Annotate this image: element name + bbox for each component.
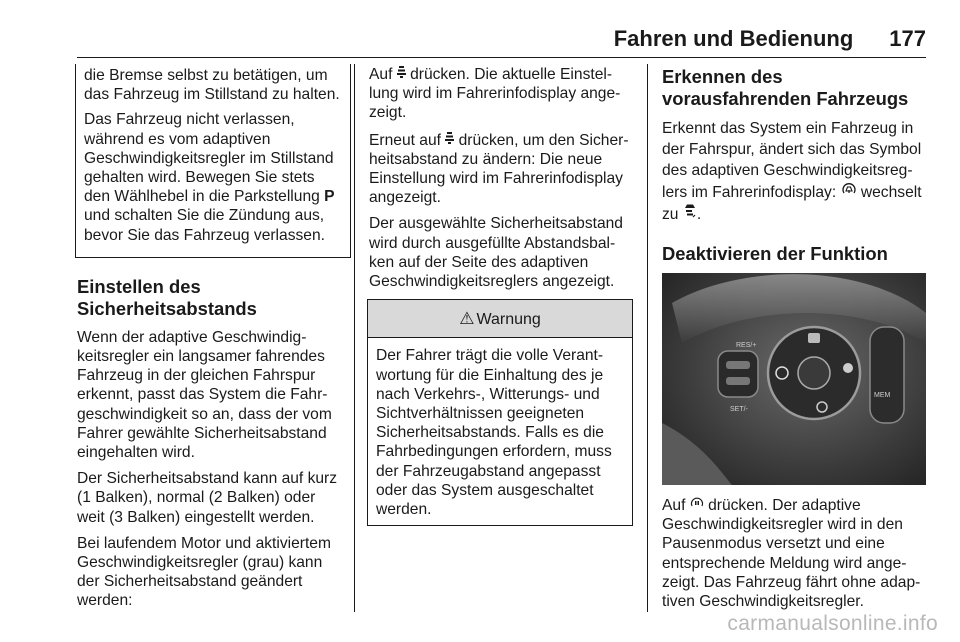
text: Auf: [369, 66, 397, 83]
paragraph: Der ausgewählte Sicherheitsabstand wird durch ausgefüllte Abstandsbalken auf der Seite des adaptiven Geschwindigkeitsreglers angezeigt.: [369, 215, 623, 291]
warning-text: Der Fahrer trägt die volle Verantwortung für die Einhaltung des je nach Verkehrs-, Witterungs- und Sichtverhältnissen geeigneten Sicherheitsabstands. Falls es die Fahrbedingungen erfordern, muss der Fahrzeugabstand angepasst oder das System ausgeschaltet werden.: [376, 347, 612, 519]
column-2: [369, 64, 633, 526]
box-paragraph-2: [84, 110, 341, 244]
column-divider-2: [647, 64, 648, 612]
paragraph: Der Sicherheitsabstand kann auf kurz (1 Balken), normal (2 Balken) oder weit (3 Balken) eingestellt werden.: [77, 470, 338, 526]
text: drücken, um den Sicherheitsabstand zu ändern: Die neue Einstellung wird im Fahrerinfodisplay angezeigt.: [369, 131, 629, 207]
paragraph: Wenn der adaptive Geschwindigkeitsregler ein langsamer fahrendes Fahrzeug in der gleichen Fahrspur erkennt, passt das System die Fahrgeschwindigkeit so an, dass der vom Fahrer gewählte Sicherheitsabstand eingehalten wird.: [77, 328, 332, 462]
text: Erkennt das System ein Fahrzeug in der Fahrspur, ändert sich das Symbol des adaptiven Geschwindigkeitsreglers im Fahrerinfodisplay:: [662, 120, 922, 201]
warning-title: Warnung: [476, 311, 541, 329]
paragraph: [662, 118, 926, 225]
warning-continuation-box: [75, 64, 351, 258]
paragraph: [369, 130, 633, 208]
section-heading-detect: Erkennen des vorausfahrenden Fahrzeugs: [662, 66, 909, 109]
text: drücken. Der adaptive Geschwindigkeitsregler wird in den Pausenmodus versetzt und eine entsprechende Meldung wird angezeigt. Das Fahrzeug fährt ohne adaptiven Geschwindigkeitsregler.: [662, 497, 921, 611]
photo-label-mem: MEM: [874, 392, 891, 399]
header-rule: [77, 57, 926, 58]
paragraph: [662, 495, 926, 611]
photo-label-set: SET/-: [730, 406, 748, 413]
section-heading-distance: Einstellen des Sicherheitsabstands: [77, 275, 257, 319]
paragraph: Bei laufendem Motor und aktiviertem Geschwindigkeitsregler (grau) kann der Sicherheitsabstand geändert werden:: [77, 534, 331, 610]
cruise-pause-icon: [690, 495, 704, 514]
column-3: [662, 64, 926, 618]
text: .: [696, 206, 702, 223]
cruise-vehicle-detected-icon: [683, 203, 697, 224]
gap-distance-icon: [445, 130, 454, 149]
text: drücken. Die aktuelle Einstellung wird im Fahrerinfodisplay angezeigt.: [369, 66, 621, 122]
warning-triangle-icon: ⚠: [459, 309, 475, 329]
gap-distance-icon: [397, 64, 406, 83]
chapter-title: Fahren und Bedienung: [613, 26, 854, 51]
running-header: [614, 26, 926, 52]
box-p2-text-end: und schalten Sie die Zündung aus, bevor Sie das Fahrzeug verlassen.: [84, 207, 325, 244]
text: wechselt zu: [662, 184, 922, 223]
box-paragraph-1: die Bremse selbst zu betätigen, um das Fahrzeug im Stillstand zu halten.: [84, 67, 340, 104]
section-heading-deactivate: Deaktivieren der Funktion: [662, 243, 888, 264]
text: Erneut auf: [369, 131, 446, 149]
watermark: carmanualsonline.info: [727, 612, 938, 635]
paragraph: [369, 64, 633, 123]
warning-header: [368, 300, 632, 338]
adaptive-cruise-icon: [841, 181, 857, 202]
photo-label-res: RES/+: [736, 342, 757, 349]
warning-box: [367, 299, 633, 526]
column-divider-1: [354, 64, 355, 612]
text: Auf: [662, 497, 690, 514]
page-number: 177: [889, 26, 926, 51]
box-p2-text: Das Fahrzeug nicht verlassen, während es vom adaptiven Geschwindigkeitsregler im Stillstand gehalten wird. Bewegen Sie stets den Wählhebel in die Parkstellung: [84, 111, 334, 206]
steering-wheel-controls-photo: [662, 273, 926, 485]
park-position-letter: P: [324, 188, 335, 206]
column-1: [77, 64, 343, 618]
